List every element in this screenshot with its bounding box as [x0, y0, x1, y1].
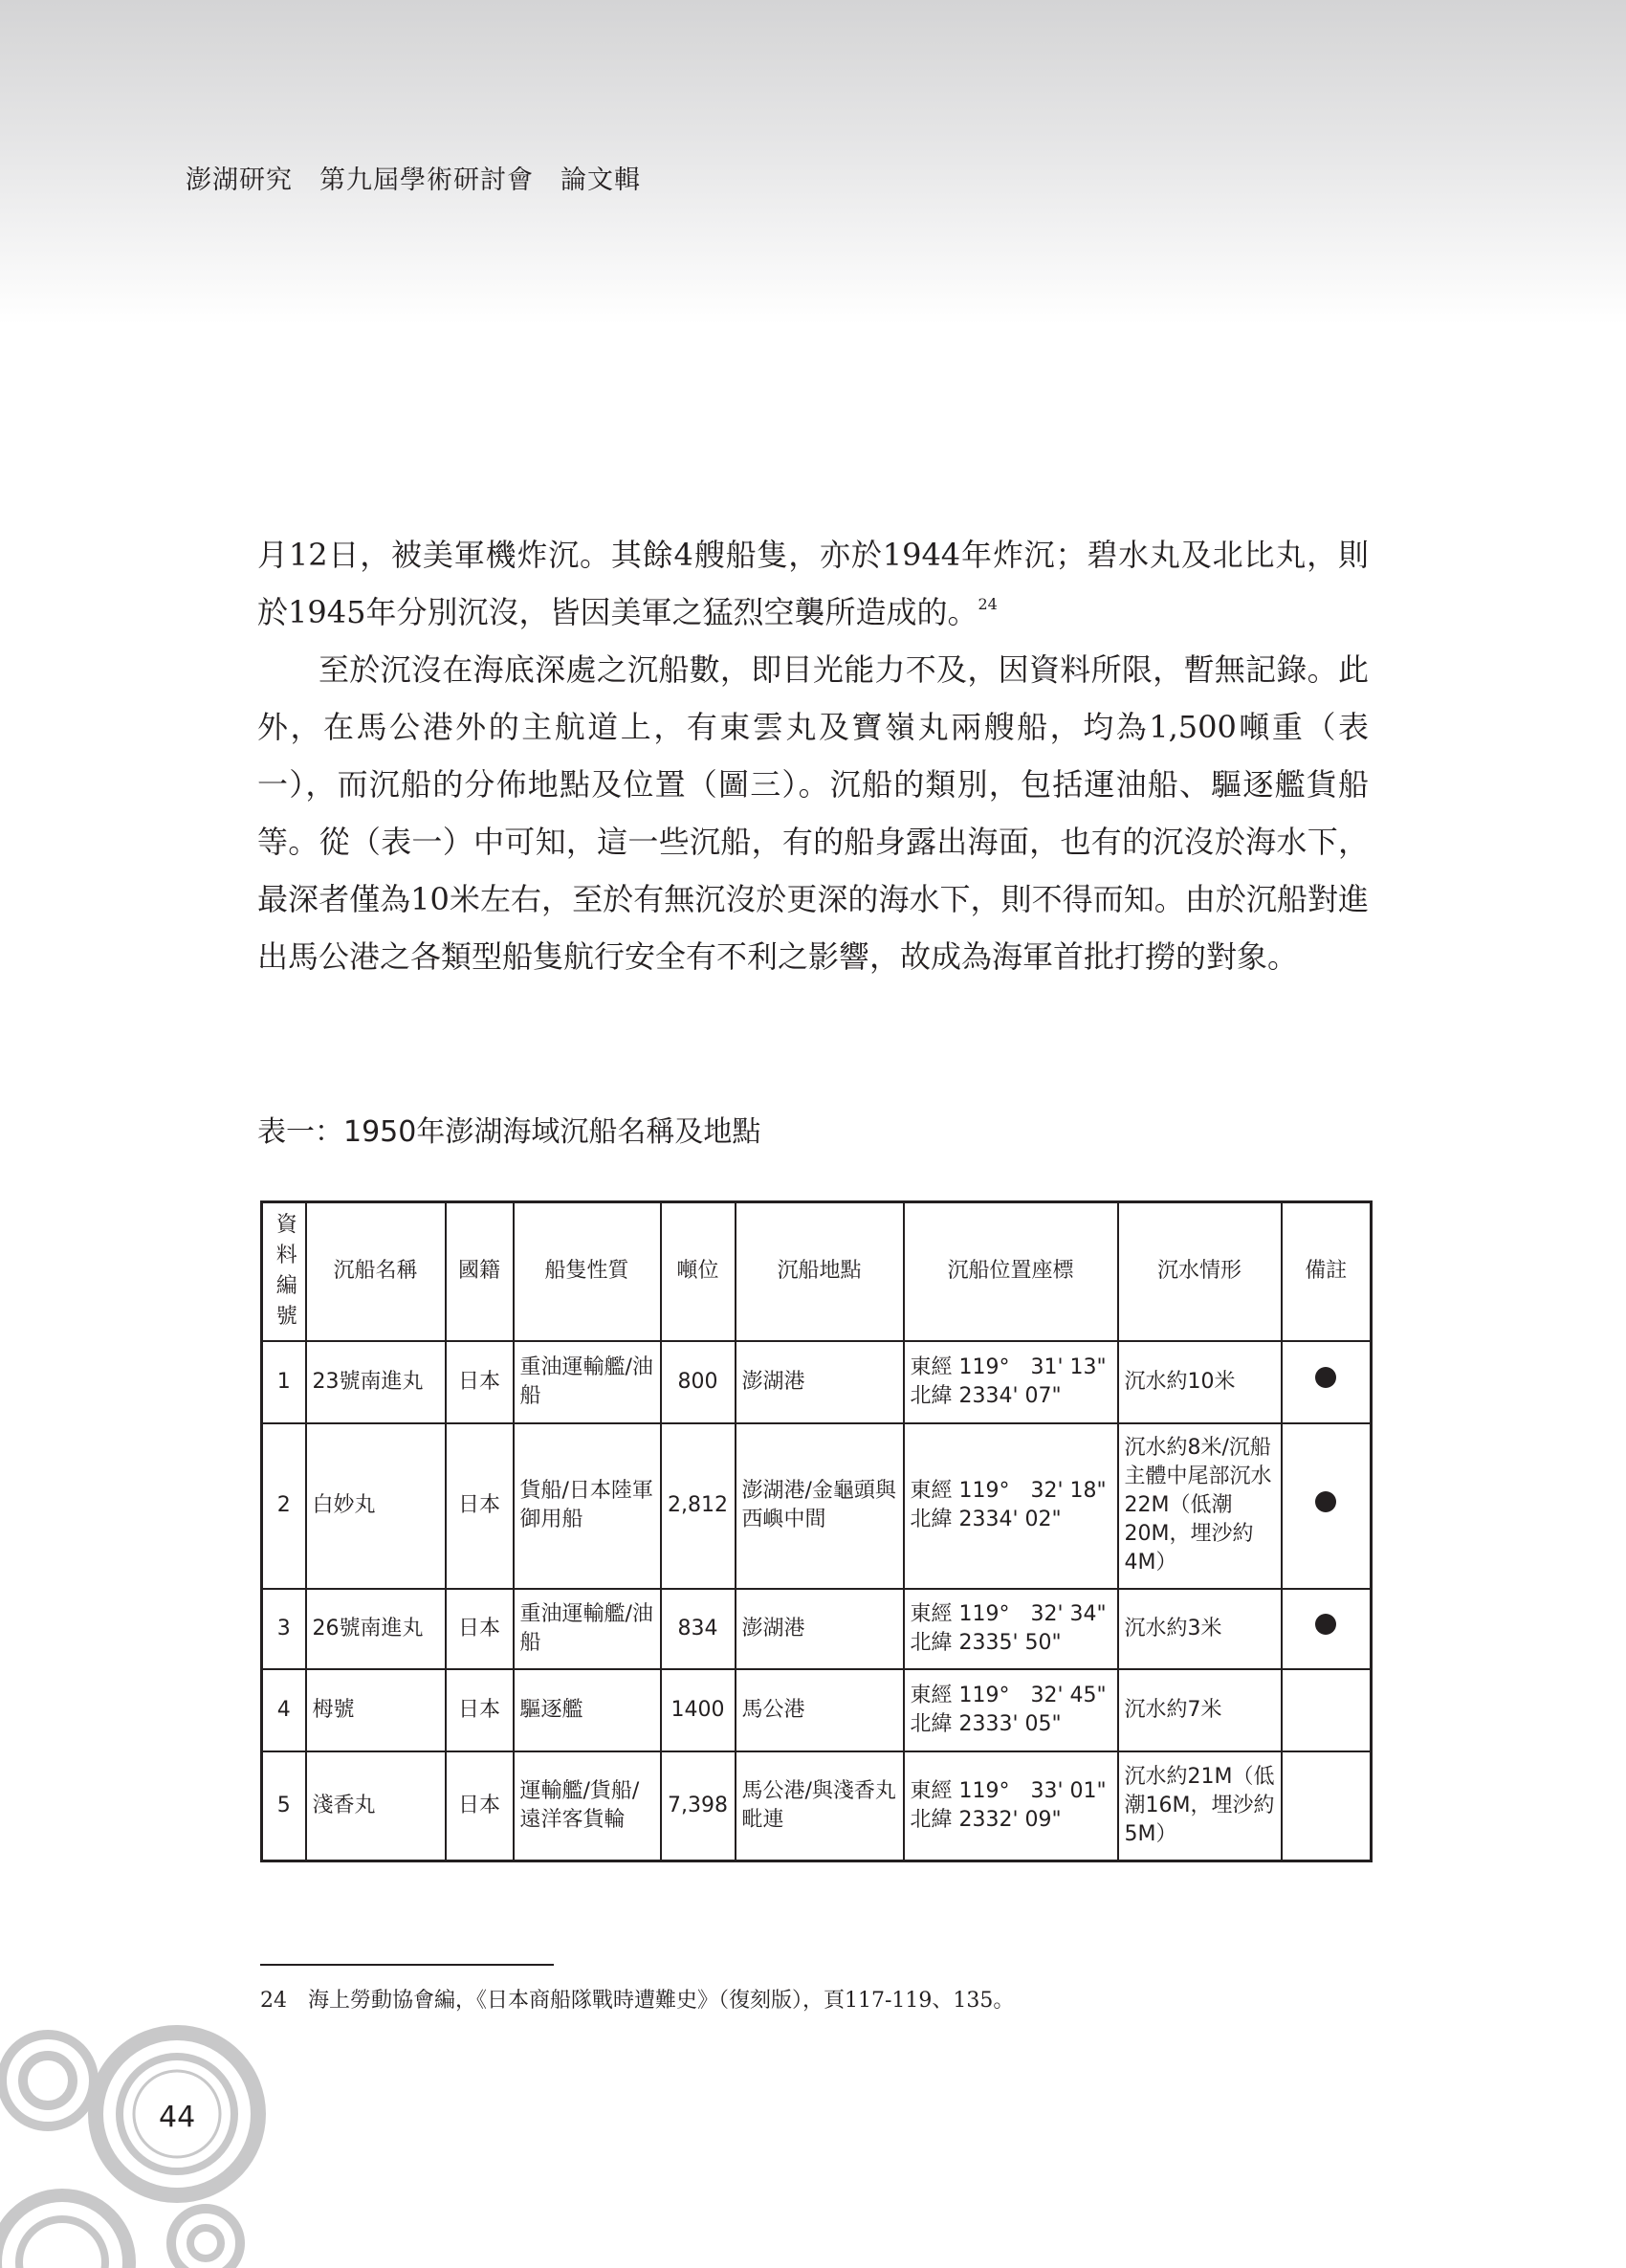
cell-name: 栂號: [306, 1669, 446, 1751]
header-cell: 船隻性質: [514, 1202, 661, 1341]
paragraph-2: 至於沉沒在海底深處之沉船數，即目光能力不及，因資料所限，暫無記錄。此外，在馬公港外的主航道上，有東雲丸及寶嶺丸兩艘船，均為1,500噸重（表一），而沉船的分佈地點及位置（圖三）。沉船的類別，包括運油船、驅逐艦貨船等。從（表一）中可知，這一些沉船，有的船身露出海面，也有的沉沒於海水下，最深者僅為10米左右，至於有無沉沒於更深的海水下，則不得而知。由於沉船對進出馬公港之各類型船隻航行安全有不利之影響，故成為海軍首批打撈的對象。: [257, 651, 1369, 975]
header-cell: 噸位: [661, 1202, 736, 1341]
running-head: 澎湖研究 第九屆學術研討會 論文輯: [186, 165, 641, 195]
latitude: 北緯 2334' 02": [910, 1508, 1062, 1531]
body-text: [257, 526, 1369, 985]
cell-place: 澎湖港/金龜頭與西嶼中間: [736, 1423, 904, 1589]
header-cell: 國籍: [446, 1202, 514, 1341]
cell-coords: [904, 1669, 1118, 1751]
cell-no: 1: [262, 1341, 306, 1423]
cell-remark: [1282, 1669, 1372, 1751]
latitude: 北緯 2335' 50": [910, 1630, 1062, 1655]
header-no: 資料編號: [275, 1213, 297, 1330]
cell-no: 2: [262, 1423, 306, 1589]
cell-coords: [904, 1589, 1118, 1669]
cell-sink: 沉水約21M（低潮16M，埋沙約5M）: [1118, 1751, 1282, 1861]
cell-name: 23號南進丸: [306, 1341, 446, 1423]
header-cell: [262, 1202, 306, 1341]
header-cell: 備註: [1282, 1202, 1372, 1341]
table-row: [262, 1751, 1372, 1861]
footnote-divider: [260, 1964, 554, 1966]
header-cell: 沉船位置座標: [904, 1202, 1118, 1341]
cell-no: 5: [262, 1751, 306, 1861]
latitude: 北緯 2332' 09": [910, 1807, 1062, 1832]
shipwreck-table: [260, 1200, 1373, 1862]
latitude: 北緯 2334' 07": [910, 1383, 1062, 1408]
paragraph-1: [257, 526, 1369, 641]
cell-no: 3: [262, 1589, 306, 1669]
page-number: 44: [159, 2101, 196, 2134]
cell-nation: 日本: [446, 1589, 514, 1669]
cell-tonnage: 7,398: [661, 1751, 736, 1861]
table-header-row: [262, 1202, 1372, 1341]
footnote-ref[interactable]: 24: [978, 595, 998, 613]
filled-dot-icon: [1315, 1614, 1336, 1635]
cell-sink: 沉水約8米/沉船主體中尾部沉水22M（低潮20M，埋沙約4M）: [1118, 1423, 1282, 1589]
cell-nation: 日本: [446, 1669, 514, 1751]
longitude: 東經 119° 32' 34": [910, 1601, 1107, 1626]
cell-place: 澎湖港: [736, 1341, 904, 1423]
table-caption: 表一：1950年澎湖海域沉船名稱及地點: [257, 1115, 761, 1149]
filled-dot-icon: [1315, 1367, 1336, 1388]
header-cell: 沉水情形: [1118, 1202, 1282, 1341]
cell-sink: 沉水約7米: [1118, 1669, 1282, 1751]
paragraph-1-text: 月12日，被美軍機炸沉。其餘4艘船隻，亦於1944年炸沉；碧水丸及北比丸，則於1945年分別沉沒，皆因美軍之猛烈空襲所造成的。: [257, 537, 1369, 630]
cell-tonnage: 834: [661, 1589, 736, 1669]
cell-remark: [1282, 1341, 1372, 1423]
latitude: 北緯 2333' 05": [910, 1711, 1062, 1736]
cell-nation: 日本: [446, 1751, 514, 1861]
cell-coords: [904, 1423, 1118, 1589]
cell-nation: 日本: [446, 1341, 514, 1423]
cell-tonnage: 800: [661, 1341, 736, 1423]
cell-sink: 沉水約3米: [1118, 1589, 1282, 1669]
longitude: 東經 119° 32' 18": [910, 1479, 1107, 1503]
cell-place: 馬公港: [736, 1669, 904, 1751]
cell-place: 馬公港/與淺香丸毗連: [736, 1751, 904, 1861]
cell-remark: [1282, 1751, 1372, 1861]
cell-type: 貨船/日本陸軍御用船: [514, 1423, 661, 1589]
cell-place: 澎湖港: [736, 1589, 904, 1669]
longitude: 東經 119° 33' 01": [910, 1778, 1107, 1803]
header-cell: 沉船名稱: [306, 1202, 446, 1341]
table-row: [262, 1341, 1372, 1423]
footnote: 24 海上勞動協會編，《日本商船隊戰時遭難史》（復刻版），頁117-119、135。: [260, 1989, 1015, 2013]
cell-remark: [1282, 1589, 1372, 1669]
table-row: [262, 1669, 1372, 1751]
cell-type: 重油運輸艦/油船: [514, 1589, 661, 1669]
longitude: 東經 119° 32' 45": [910, 1683, 1107, 1707]
cell-sink: 沉水約10米: [1118, 1341, 1282, 1423]
cell-nation: 日本: [446, 1423, 514, 1589]
cell-coords: [904, 1341, 1118, 1423]
cell-tonnage: 2,812: [661, 1423, 736, 1589]
table-row: [262, 1423, 1372, 1589]
cell-name: 白妙丸: [306, 1423, 446, 1589]
longitude: 東經 119° 31' 13": [910, 1354, 1107, 1379]
table-row: [262, 1589, 1372, 1669]
filled-dot-icon: [1315, 1491, 1336, 1512]
cell-type: 驅逐艦: [514, 1669, 661, 1751]
cell-type: 運輸艦/貨船/遠洋客貨輪: [514, 1751, 661, 1861]
cell-no: 4: [262, 1669, 306, 1751]
header-cell: 沉船地點: [736, 1202, 904, 1341]
cell-tonnage: 1400: [661, 1669, 736, 1751]
cell-coords: [904, 1751, 1118, 1861]
decorative-circles-icon: [0, 2018, 287, 2268]
cell-type: 重油運輸艦/油船: [514, 1341, 661, 1423]
cell-name: 26號南進丸: [306, 1589, 446, 1669]
cell-remark: [1282, 1423, 1372, 1589]
cell-name: 淺香丸: [306, 1751, 446, 1861]
